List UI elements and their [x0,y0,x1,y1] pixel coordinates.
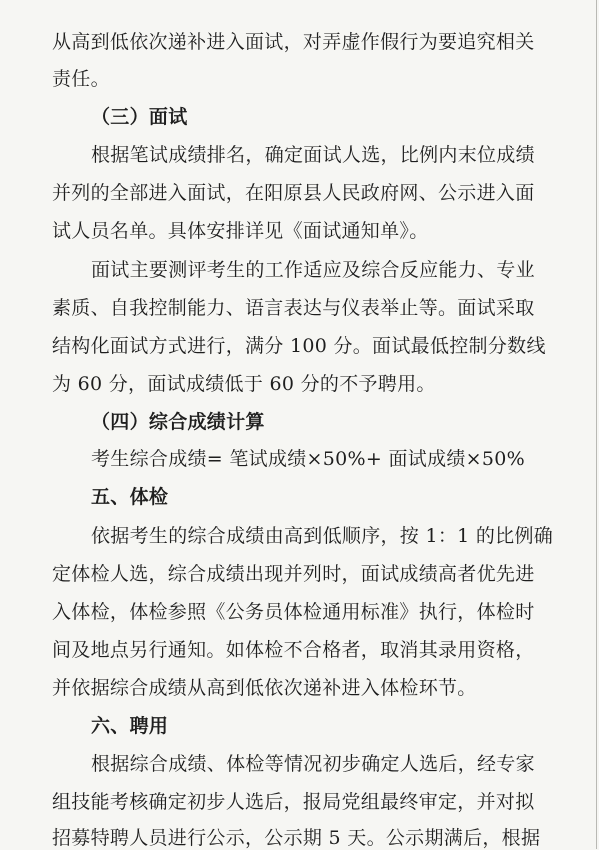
paragraph-line: 入体检，体检参照《公务员体检通用标准》执行，体检时 [52,601,535,623]
paragraph-line: 根据综合成绩、体检等情况初步确定人选后，经专家 [91,753,535,775]
section-heading-employment: 六、聘用 [91,715,169,737]
paragraph-line: 并列的全部进入面试，在阳原县人民政府网、公示进入面 [52,182,535,204]
paragraph-line: 为 60 分，面试成绩低于 60 分的不予聘用。 [52,373,436,395]
paragraph-line: 间及地点另行通知。如体检不合格者，取消其录用资格， [52,639,535,661]
paragraph-line: 责任。 [52,68,110,90]
paragraph-line: 素质、自我控制能力、语言表达与仪表举止等。面试采取 [52,297,535,319]
paragraph-line: 组技能考核确定初步人选后，报局党组最终审定，并对拟 [52,791,535,813]
section-heading-interview: （三）面试 [91,106,188,128]
paragraph-line: 并依据综合成绩从高到低依次递补进入体检环节。 [52,677,477,699]
paragraph-line: 定体检人选，综合成绩出现并列时，面试成绩高者优先进 [52,563,535,585]
section-heading-physical-exam: 五、体检 [91,486,169,508]
paragraph-line: 从高到低依次递补进入面试，对弄虚作假行为要追究相关 [52,31,535,53]
formula-line: 考生综合成绩= 笔试成绩×50%+ 面试成绩×50% [91,448,526,470]
paragraph-line: 依据考生的综合成绩由高到低顺序，按 1：1 的比例确 [91,525,554,547]
paragraph-line: 根据笔试成绩排名，确定面试人选，比例内末位成绩 [91,144,535,166]
paragraph-line: 面试主要测评考生的工作适应及综合反应能力、专业 [91,259,535,281]
page-edge-line [596,0,597,849]
section-heading-composite-score: （四）综合成绩计算 [91,411,265,433]
paragraph-line: 试人员名单。具体安排详见《面试通知单》。 [52,220,429,242]
paragraph-line: 招募特聘人员进行公示，公示期 5 天。公示期满后，根据 [52,827,541,849]
paragraph-line: 结构化面试方式进行，满分 100 分。面试最低控制分数线 [52,335,546,357]
